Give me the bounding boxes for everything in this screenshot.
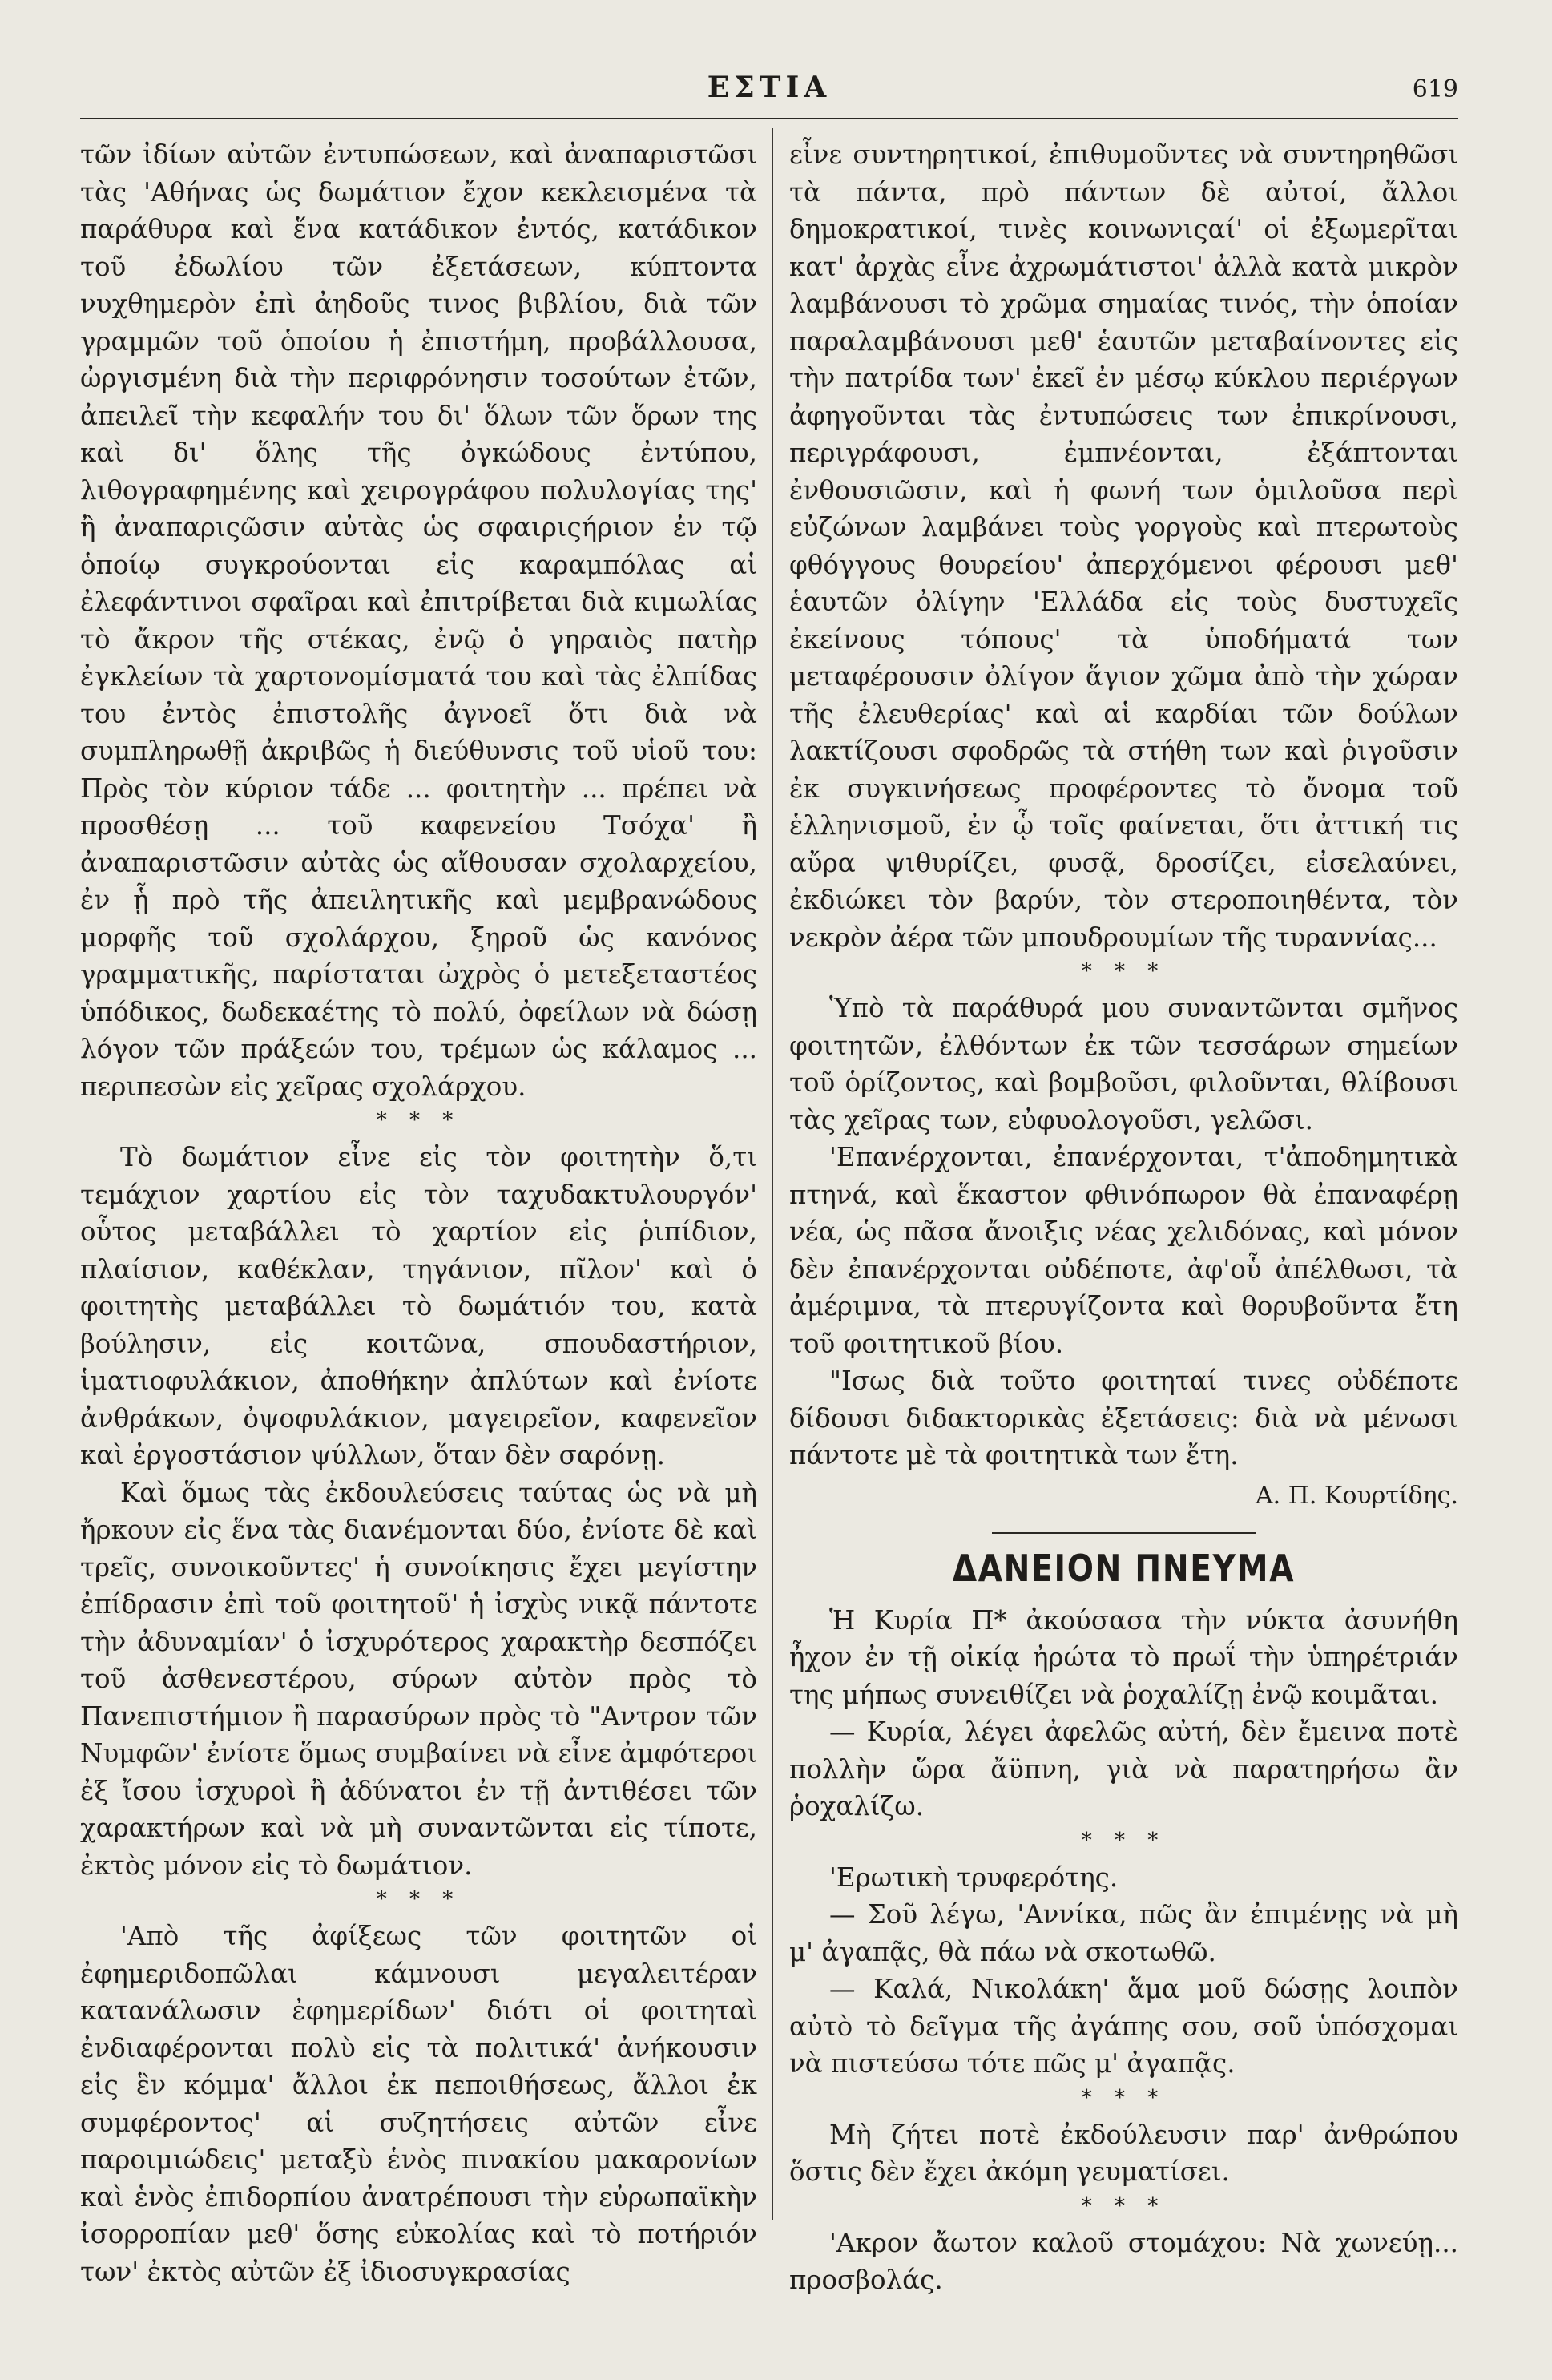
section-rule <box>992 1532 1256 1534</box>
asterism: * * * <box>1081 2193 1167 2218</box>
page-header <box>80 63 1458 111</box>
left-column <box>80 136 757 2290</box>
publication-title: ΕΣΤΙΑ <box>707 71 832 104</box>
author-signature: Α. Π. Κουρτίδης. <box>1255 1481 1458 1510</box>
article-paragraph: 'Απὸ τῆς ἀφίξεως τῶν φοιτητῶν οἱ ἐφημεριδοπῶλαι κάμνουσι μεγαλειτέραν κατανάλωσιν ἐφημερίδων' διότι οἱ φοιτηταὶ ἐνδιαφέρονται πολὺ εἰς τὰ πολιτικά' ἀνήκουσιν εἰς ἓν κόμμα' ἄλλοι ἐκ πεποιθήσεως, ἄλλοι ἐκ συμφέροντος' αἱ συζητήσεις αὐτῶν εἶνε παροιμιώδεις' μεταξὺ ἑνὸς πινακίου μακαρονίων καὶ ἑνὸς ἐπιδορπίου ἀνατρέπουσι τὴν εὐρωπαϊκὴν ἰσορροπίαν μεθ' ὅσης εὐκολίας καὶ τὸ ποτήριόν των' ἐκτὸς αὐτῶν ἐξ ἰδιοσυγκρασίας <box>80 1921 757 2287</box>
header-rule <box>80 118 1458 119</box>
anecdote-paragraph: 'Ακρον ἄωτον καλοῦ στομάχου: Νὰ χωνεύῃ... προσβολάς. <box>789 2227 1458 2295</box>
section-heading: ΔΑΝΕΙΟΝ ΠΝΕΥΜΑ <box>952 1547 1296 1590</box>
article-paragraph: Τὸ δωμάτιον εἶνε εἰς τὸν φοιτητὴν ὅ,τι τεμάχιον χαρτίου εἰς τὸν ταχυδακτυλουργόν' οὗτος μεταβάλλει τὸ χαρτίον εἰς ῥιπίδιον, πλαίσιον, καθέκλαν, τηγάνιον, πῖλον' καὶ ὁ φοιτητὴς μεταβάλλει τὸ δωμάτιόν του, κατὰ βούλησιν, εἰς κοιτῶνα, σπουδαστήριον, ἱματιοφυλάκιον, ἀποθήκην ἀπλύτων καὶ ἐνίοτε ἀνθράκων, ὀψοφυλάκιον, μαγειρεῖον, καφενεῖον καὶ ἐργοστάσιον ψύλλων, ὅταν δὲν σαρόνῃ. <box>80 1142 757 1470</box>
article-paragraph: Ὑπὸ τὰ παράθυρά μου συναντῶνται σμῆνος φοιτητῶν, ἐλθόντων ἐκ τῶν τεσσάρων σημείων τοῦ ὁρίζοντος, καὶ βομβοῦσι, φιλοῦνται, θλίβουσι τὰς χεῖρας των, εὐφυολογοῦσι, γελῶσι. <box>789 993 1458 1136</box>
article-paragraph: εἶνε συντηρητικοί, ἐπιθυμοῦντες νὰ συντηρηθῶσι τὰ πάντα, πρὸ πάντων δὲ αὐτοί, ἄλλοι δημοκρατικοί, τινὲς κοινωνιςαί' οἱ ἐξωμερῖται κατ' ἀρχὰς εἶνε ἀχρωμάτιστοι' ἀλλὰ κατὰ μικρὸν λαμβάνουσι τὸ χρῶμα σημαίας τινός, τὴν ὁποίαν παραλαμβάνουσι μεθ' ἑαυτῶν μεταβαίνοντες εἰς τὴν πατρίδα των' ἐκεῖ ἐν μέσῳ κύκλου περιέργων ἀφηγοῦνται τὰς ἐντυπώσεις των ἐπικρίνουσι, περιγράφουσι, ἐμπνέονται, ἐξάπτονται ἐνθουσιῶσιν, καὶ ἡ φωνή των ὁμιλοῦσα περὶ εὐζώνων λαμβάνει τοὺς γοργοὺς καὶ πτερωτοὺς φθόγγους θουρείου' ἀπερχόμενοι φέρουσι μεθ' ἑαυτῶν ὀλίγην 'Ελλάδα εἰς τοὺς δυστυχεῖς ἐκείνους τόπους' τὰ ὑποδήματά των μεταφέρουσιν ὀλίγον ἅγιον χῶμα ἀπὸ τὴν χώραν τῆς ἐλευθερίας' καὶ αἱ καρδίαι τῶν δούλων λακτίζουσι σφοδρῶς τὰ στήθη των καὶ ῥιγοῦσιν ἐκ συγκινήσεως προφέροντες τὸ ὄνομα τοῦ ἑλληνισμοῦ, ἐν ᾧ τοῖς φαίνεται, ὅτι ἀττική τις αὔρα ψιθυρίζει, φυσᾷ, δροσίζει, εἰσελαύνει, ἐκδιώκει τὸν βαρύν, τὸν στεροποιηθέντα, τὸν νεκρὸν ἀέρα τῶν μπουδρουμίων τῆς τυραννίας... <box>789 139 1458 953</box>
article-paragraph: "Ισως διὰ τοῦτο φοιτηταί τινες οὐδέποτε δίδουσι διδακτορικὰς ἐξετάσεις: διὰ νὰ μένωσι πάντοτε μὲ τὰ φοιτητικὰ των ἔτη. <box>789 1365 1458 1470</box>
anecdote-paragraph: — Σοῦ λέγω, 'Αννίκα, πῶς ἂν ἐπιμένῃς νὰ μὴ μ' ἀγαπᾷς, θὰ πάω νὰ σκοτωθῶ. <box>789 1899 1458 1967</box>
asterism: * * * <box>1081 2085 1167 2110</box>
right-column <box>789 136 1458 2299</box>
article-paragraph: 'Επανέρχονται, ἐπανέρχονται, τ'ἀποδημητικὰ πτηνά, καὶ ἕκαστον φθινόπωρον θὰ ἐπαναφέρῃ νέα, ὡς πᾶσα ἄνοιξις νέας χελιδόνας, καὶ μόνον δὲν ἐπανέρχονται οὐδέποτε, ἀφ'οὗ ἀπέλθωσι, τὰ ἀμέριμνα, τὰ πτερυγίζοντα καὶ θορυβοῦντα ἔτη τοῦ φοιτητικοῦ βίου. <box>789 1142 1458 1359</box>
anecdote-paragraph: — Κυρία, λέγει ἀφελῶς αὐτή, δὲν ἔμεινα ποτὲ πολλὴν ὥρα ἄϋπνη, γιὰ νὰ παρατηρήσω ἂν ῥοχαλίζω. <box>789 1716 1458 1821</box>
asterism: * * * <box>376 1108 462 1132</box>
anecdote-paragraph: Μὴ ζήτει ποτὲ ἐκδούλευσιν παρ' ἀνθρώπου ὅστις δὲν ἔχει ἀκόμη γευματίσει. <box>789 2119 1458 2187</box>
column-divider <box>772 128 773 2220</box>
article-paragraph: Καὶ ὅμως τὰς ἐκδουλεύσεις ταύτας ὡς νὰ μὴ ἤρκουν εἰς ἕνα τὰς διανέμονται δύο, ἐνίοτε δὲ καὶ τρεῖς, συνοικοῦντες' ἡ συνοίκησις ἔχει μεγίστην ἐπίδρασιν ἐπὶ τοῦ φοιτητοῦ' ἡ ἰσχὺς νικᾷ πάντοτε τὴν ἀδυναμίαν' ὁ ἰσχυρότερος χαρακτὴρ δεσπόζει τοῦ ἀσθενεστέρου, σύρων αὐτὸν πρὸς τὸ Πανεπιστήμιον ἢ παρασύρων πρὸς τὸ "Αντρον τῶν Νυμφῶν' ἐνίοτε ὅμως συμβαίνει νὰ εἶνε ἀμφότεροι ἐξ ἴσου ἰσχυροὶ ἢ ἀδύνατοι ἐν τῇ ἀντιθέσει τῶν χαρακτήρων καὶ νὰ μὴ συναντῶνται εἰς τίποτε, ἐκτὸς μόνον εἰς τὸ δωμάτιον. <box>80 1477 757 1881</box>
page-number: 619 <box>1412 75 1458 103</box>
anecdote-paragraph: 'Ερωτικὴ τρυφερότης. <box>829 1862 1119 1893</box>
asterism: * * * <box>1081 1828 1167 1853</box>
asterism: * * * <box>376 1887 462 1911</box>
anecdote-paragraph: — Καλά, Νικολάκη' ἅμα μοῦ δώσῃς λοιπὸν αὐτὸ τὸ δεῖγμα τῆς ἀγάπης σου, σοῦ ὑπόσχομαι νὰ πιστεύσω τότε πῶς μ' ἀγαπᾷς. <box>789 1974 1458 2079</box>
anecdote-paragraph: Ἡ Κυρία Π* ἀκούσασα τὴν νύκτα ἀσυνήθη ἦχον ἐν τῇ οἰκίᾳ ἠρώτα τὸ πρωΐ τὴν ὑπηρέτριάν της μήπως συνειθίζει νὰ ῥοχαλίζῃ ἐνῷ κοιμᾶται. <box>789 1604 1458 1710</box>
asterism: * * * <box>1081 959 1167 983</box>
article-paragraph: τῶν ἰδίων αὐτῶν ἐντυπώσεων, καὶ ἀναπαριστῶσι τὰς 'Αθήνας ὡς δωμάτιον ἔχον κεκλεισμένα τὰ παράθυρα καὶ ἕνα κατάδικον ἐντός, κατάδικον τοῦ ἐδωλίου τῶν ἐξετάσεων, κύπτοντα νυχθημερὸν ἐπὶ ἀηδοῦς τινος βιβλίου, διὰ τῶν γραμμῶν τοῦ ὁποίου ἡ ἐπιστήμη, προβάλλουσα, ὠργισμένη διὰ τὴν περιφρόνησιν τοσούτων ἐτῶν, ἀπειλεῖ τὴν κεφαλήν του δι' ὅλων τῶν ὅρων της καὶ δι' ὅλης τῆς ὀγκώδους ἐντύπου, λιθογραφημένης καὶ χειρογράφου πολυλογίας της' ἢ ἀναπαριςῶσιν αὐτὰς ὡς σφαιριςήριον ἐν τῷ ὁποίῳ συγκρούονται εἰς καραμπόλας αἱ ἐλεφάντινοι σφαῖραι καὶ ἐπιτρίβεται διὰ κιμωλίας τὸ ἄκρον τῆς στέκας, ἐνῷ ὁ γηραιὸς πατὴρ ἐγκλείων τὰ χαρτονομίσματά του καὶ τὰς ἐλπίδας του ἐντὸς ἐπιστολῆς ἀγνοεῖ ὅτι διὰ νὰ συμπληρωθῇ ἀκριβῶς ἡ διεύθυνσις τοῦ υἱοῦ του: Πρὸς τὸν κύριον τάδε ... φοιτητὴν ... πρέπει νὰ προσθέσῃ ... τοῦ καφενείου Τσόχα' ἢ ἀναπαριστῶσιν αὐτὰς ὡς αἴθουσαν σχολαρχείου, ἐν ᾗ πρὸ τῆς ἀπειλητικῆς καὶ μεμβρανώδους μορφῆς τοῦ σχολάρχου, ξηροῦ ὡς κανόνος γραμματικῆς, παρίσταται ὠχρὸς ὁ μετεξεταστέος ὑπόδικος, δωδεκαέτης τὸ πολύ, ὀφείλων νὰ δώσῃ λόγον τῶν πράξεών του, τρέμων ὡς κάλαμος ... περιπεσὼν εἰς χεῖρας σχολάρχου. <box>80 139 757 1102</box>
